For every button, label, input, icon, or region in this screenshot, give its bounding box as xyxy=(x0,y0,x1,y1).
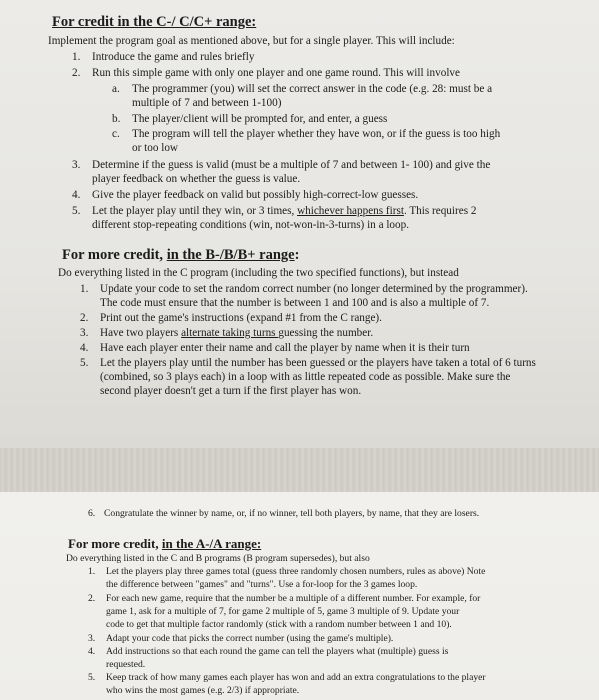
list-number: 2. xyxy=(88,593,96,604)
list-item-cont: the difference between "games" and "turns". Use a for-loop for the 3 games loop. xyxy=(106,579,418,590)
list-number: 5. xyxy=(80,357,89,369)
heading-text: For more credit, xyxy=(62,247,167,263)
list-item: Adapt your code that picks the correct number (using the game's multiple). xyxy=(106,633,394,644)
list-item-cont: player feedback on whether the guess is value. xyxy=(92,173,301,185)
heading-text: For more credit, xyxy=(68,536,162,551)
list-number: 3. xyxy=(88,633,96,644)
text-run: Have two players xyxy=(100,327,182,339)
section-c-heading: For credit in the C-/ C/C+ range: xyxy=(52,14,257,30)
list-item-cont: different stop-repeating conditions (win, not-won-in-3-turns) in a loop. xyxy=(92,219,410,231)
list-item-cont: (combined, so 3 plays each) in a loop with as little repeated code as possible. Make sure the xyxy=(100,371,511,383)
section-a-heading xyxy=(68,536,261,552)
list-item-cont: code to get that multiple factor randomly (stick with a random number between 1 and 10). xyxy=(106,619,452,630)
list-item: Run this simple game with only one player and one game round. This will involve xyxy=(92,67,460,79)
list-item xyxy=(92,205,476,217)
page-bottom xyxy=(0,492,599,700)
sublist-item-cont: or too low xyxy=(132,142,178,154)
list-item: Let the players play three games total (guess three randomly chosen numbers, rules as above) Note xyxy=(106,566,486,577)
list-item: For each new game, require that the number be a multiple of a different number. For example, for xyxy=(106,593,481,604)
section-a-intro: Do everything listed in the C and B programs (B program supersedes), but also xyxy=(66,553,370,564)
text-run: Let the player play until they win, or 3 times, xyxy=(92,205,298,217)
list-number: 2. xyxy=(72,67,81,79)
sublist-letter: c. xyxy=(112,128,120,140)
photo-gap xyxy=(0,448,599,492)
list-item: Print out the game's instructions (expand #1 from the C range). xyxy=(100,312,382,324)
list-item: Give the player feedback on valid but possibly high-correct-low guesses. xyxy=(92,189,419,201)
sublist-item: The player/client will be prompted for, and enter, a guess xyxy=(132,113,388,125)
list-item-cont: second player doesn't get a turn if the first player has won. xyxy=(100,385,362,397)
list-item-cont: The code must ensure that the number is between 1 and 100 and is also a multiple of 7. xyxy=(100,297,490,309)
list-item: Congratulate the winner by name, or, if no winner, tell both players, by name, that they are losers. xyxy=(104,508,480,519)
heading-underlined: in the A-/A range: xyxy=(161,536,262,551)
list-number: 4. xyxy=(72,189,81,201)
text-run: guessing the number. xyxy=(278,327,374,339)
list-number: 1. xyxy=(88,566,96,577)
sublist-item: The programmer (you) will set the correct answer in the code (e.g. 28: must be a xyxy=(132,83,493,95)
list-number: 3. xyxy=(72,159,81,171)
list-item: Let the players play until the number has been guessed or the players have taken a total of 6 turns xyxy=(100,357,536,369)
list-number: 3. xyxy=(80,327,89,339)
section-b-intro: Do everything listed in the C program (including the two specified functions), but instead xyxy=(58,267,459,279)
list-item: Introduce the game and rules briefly xyxy=(92,51,255,63)
underlined-text: whichever happens first xyxy=(297,205,404,217)
list-number: 4. xyxy=(88,646,96,657)
list-item: Keep track of how many games each player has won and add an extra congratulations to the player xyxy=(106,672,486,683)
list-number: 5. xyxy=(88,672,96,683)
list-item xyxy=(100,327,373,339)
list-number: 6. xyxy=(88,508,96,519)
list-number: 4. xyxy=(80,342,89,354)
list-item: Have each player enter their name and call the player by name when it is their turn xyxy=(100,342,470,354)
list-item: Update your code to set the random correct number (no longer determined by the programmer). xyxy=(100,283,528,295)
list-item-cont: who wins the most games (e.g. 2/3) if appropriate. xyxy=(106,685,300,696)
list-item: Determine if the guess is valid (must be a multiple of 7 and between 1- 100) and give the xyxy=(92,159,491,171)
sublist-letter: a. xyxy=(112,83,120,95)
sublist-item-cont: multiple of 7 and between 1-100) xyxy=(132,97,282,109)
section-c-intro: Implement the program goal as mentioned above, but for a single player. This will include: xyxy=(48,35,455,47)
sublist-letter: b. xyxy=(112,113,121,125)
heading-underlined: in the B-/B/B+ range xyxy=(166,247,295,263)
text-run: . This requires 2 xyxy=(403,205,477,217)
list-number: 1. xyxy=(72,51,81,63)
sublist-item: The program will tell the player whether they have won, or if the guess is too high xyxy=(132,128,501,140)
section-b-heading xyxy=(62,247,299,264)
heading-text: : xyxy=(294,247,300,263)
underlined-text: alternate taking turns xyxy=(181,327,279,339)
list-number: 5. xyxy=(72,205,81,217)
list-number: 1. xyxy=(80,283,89,295)
list-item: Add instructions so that each round the game can tell the players what (multiple) guess is xyxy=(106,646,449,657)
list-item-cont: game 1, ask for a multiple of 7, for game 2 multiple of 5, game 3 multiple of 9. Update your xyxy=(106,606,460,617)
list-item-cont: requested. xyxy=(106,659,146,670)
list-number: 2. xyxy=(80,312,89,324)
